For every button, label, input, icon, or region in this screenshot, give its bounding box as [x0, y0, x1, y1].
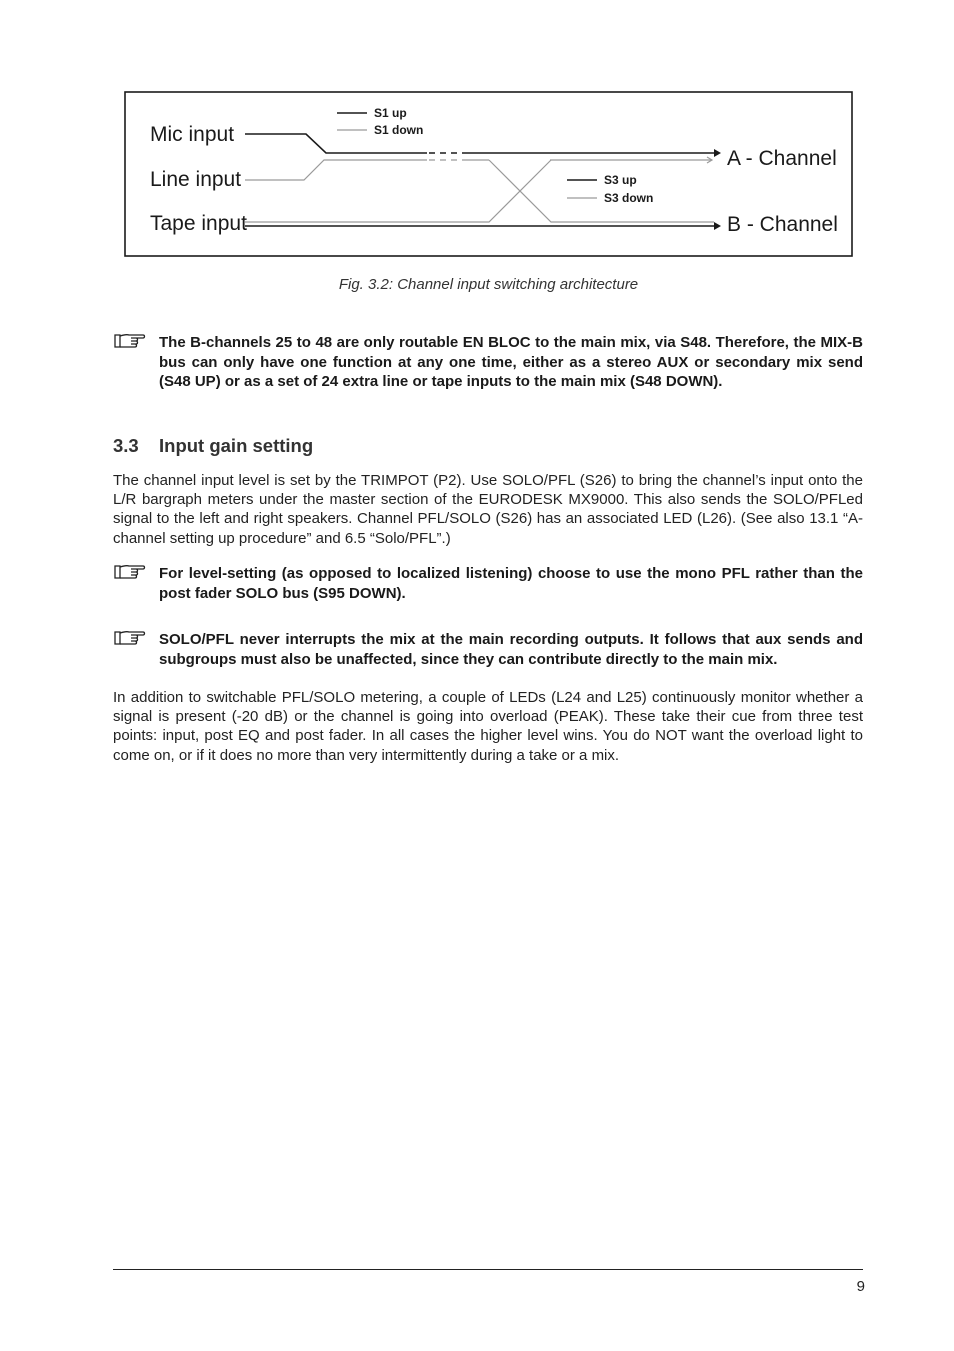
- line-input-label: Line input: [150, 168, 242, 191]
- s3-down-label: S3 down: [604, 191, 654, 205]
- note-text: For level-setting (as opposed to localized listening) choose to use the mono PFL rather than the post fader SOLO bus (S95 DOWN).: [159, 565, 863, 602]
- s1-up-label: S1 up: [374, 106, 407, 120]
- section-number: 3.3: [113, 435, 139, 456]
- note-block: [113, 564, 863, 604]
- b-channel-label: B - Channel: [727, 213, 838, 236]
- body-paragraph: In addition to switchable PFL/SOLO metering, a couple of LEDs (L24 and L25) continuously monitor whether a signal is present (-20 dB) or the channel is going into overload (PEAK). These take their cue from three test points: input, post EQ and post fader. In all cases the higher level wins. You do NOT want the overload light to come on, or if it does no more than very intermittently during a take or a mix.: [113, 689, 863, 764]
- note-text: SOLO/PFL never interrupts the mix at the main recording outputs. It follows that aux sends and subgroups must also be unaffected, since they can contribute directly to the main mix.: [159, 631, 863, 668]
- pointing-hand-icon: [113, 562, 147, 582]
- pointing-hand-icon: [113, 331, 147, 351]
- body-paragraph: The channel input level is set by the TRIMPOT (P2). Use SOLO/PFL (S26) to bring the channel’s input onto the L/R bargraph meters under the master section of the EURODESK MX9000. This also sends the SOLO/PFLed signal to the left and right speakers. Channel PFL/SOLO (S26) has an associated LED (L26). (See also 13.1 “A-channel setting up procedure” and 6.5 “Solo/PFL”.): [113, 472, 863, 547]
- footer-divider: [113, 1269, 863, 1270]
- section-heading: [113, 435, 313, 457]
- section-title: Input gain setting: [159, 435, 314, 456]
- pointing-hand-icon: [113, 628, 147, 648]
- s1-down-label: S1 down: [374, 123, 424, 137]
- s3-up-label: S3 up: [604, 173, 637, 187]
- figure-caption: Fig. 3.2: Channel input switching architecture: [338, 276, 639, 293]
- a-channel-label: A - Channel: [727, 147, 837, 170]
- note-text: The B-channels 25 to 48 are only routable EN BLOC to the main mix, via S48. Therefore, the MIX-B bus can only have one function at any one time, either as a stereo AUX or secondary mix send (S48 UP) or as a set of 24 extra line or tape inputs to the main mix (S48 DOWN).: [159, 334, 863, 390]
- channel-switching-diagram: [124, 91, 853, 257]
- mic-input-label: Mic input: [150, 123, 235, 146]
- tape-input-label: Tape input: [150, 212, 247, 235]
- note-block: [113, 630, 863, 670]
- page-number: 9: [856, 1278, 865, 1295]
- note-block: [113, 333, 863, 393]
